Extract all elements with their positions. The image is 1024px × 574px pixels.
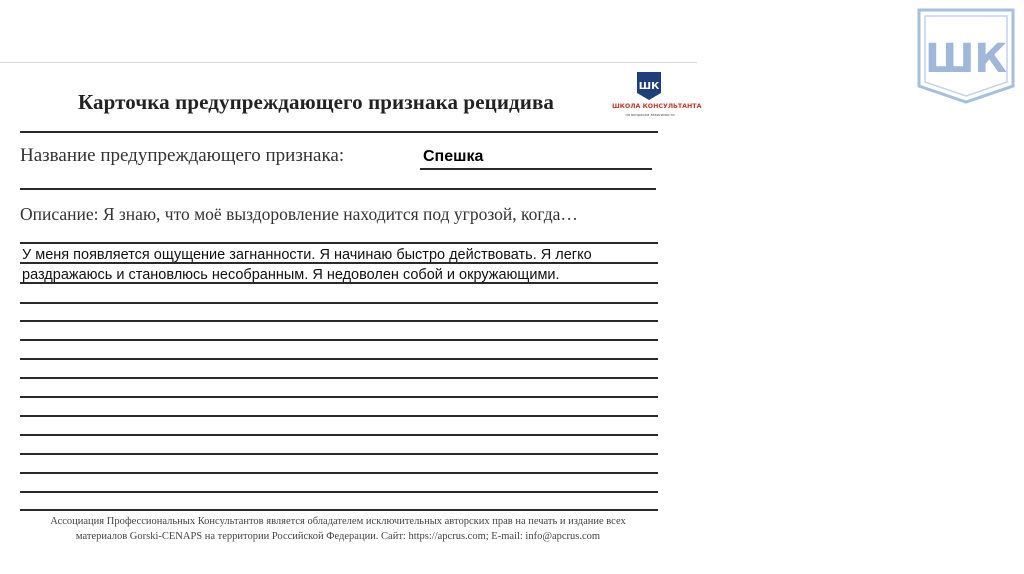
title-underline xyxy=(20,131,658,133)
ruled-line xyxy=(20,320,658,322)
warning-sign-answer-line xyxy=(420,168,652,170)
ruled-line xyxy=(20,358,658,360)
copyright-line-2: материалов Gorski-CENAPS на территории Российской Федерации. Сайт: https://apcrus.com; E-mail: info@apcrus.com xyxy=(75,531,601,542)
school-logo-icon xyxy=(636,71,662,101)
ruled-line xyxy=(20,453,658,455)
school-logo-name: ШКОЛА КОНСУЛЬТАНТА xyxy=(612,103,702,110)
ruled-line xyxy=(20,509,658,511)
school-logo xyxy=(612,71,702,123)
warning-sign-value: Спешка xyxy=(420,148,486,166)
ruled-line xyxy=(20,242,658,244)
corner-logo xyxy=(917,8,1015,104)
ruled-line xyxy=(20,377,658,379)
ruled-line xyxy=(20,396,658,398)
ruled-line xyxy=(20,415,658,417)
warning-sign-label: Название предупреждающего признака: xyxy=(20,145,345,166)
copyright-line-1: Ассоциация Профессиональных Консультантов является обладателем исключительных авторских прав на печать и издание всех xyxy=(50,516,626,527)
name-section-rule xyxy=(20,188,656,190)
shield-logo-icon xyxy=(917,8,1015,104)
ruled-line xyxy=(20,302,658,304)
school-logo-subtitle: по вопросам зависимости xyxy=(625,113,675,117)
ruled-line xyxy=(20,491,658,493)
copyright-notice xyxy=(18,514,658,544)
ruled-line xyxy=(20,339,658,341)
description-text: У меня появляется ощущение загнанности. Я начинаю быстро действовать. Я легко раздражаюсь и становлюсь несобранным. Я недоволен собой и окружающими. xyxy=(22,247,592,283)
school-logo-mark: ШК xyxy=(638,81,660,92)
description-prompt: Описание: Я знаю, что моё выздоровление находится под угрозой, когда… xyxy=(20,204,578,224)
ruled-line xyxy=(20,472,658,474)
warning-sign-card xyxy=(0,63,702,574)
ruled-line xyxy=(20,434,658,436)
card-title: Карточка предупреждающего признака рецидива xyxy=(78,90,554,114)
corner-logo-mark: ШК xyxy=(924,36,1008,82)
